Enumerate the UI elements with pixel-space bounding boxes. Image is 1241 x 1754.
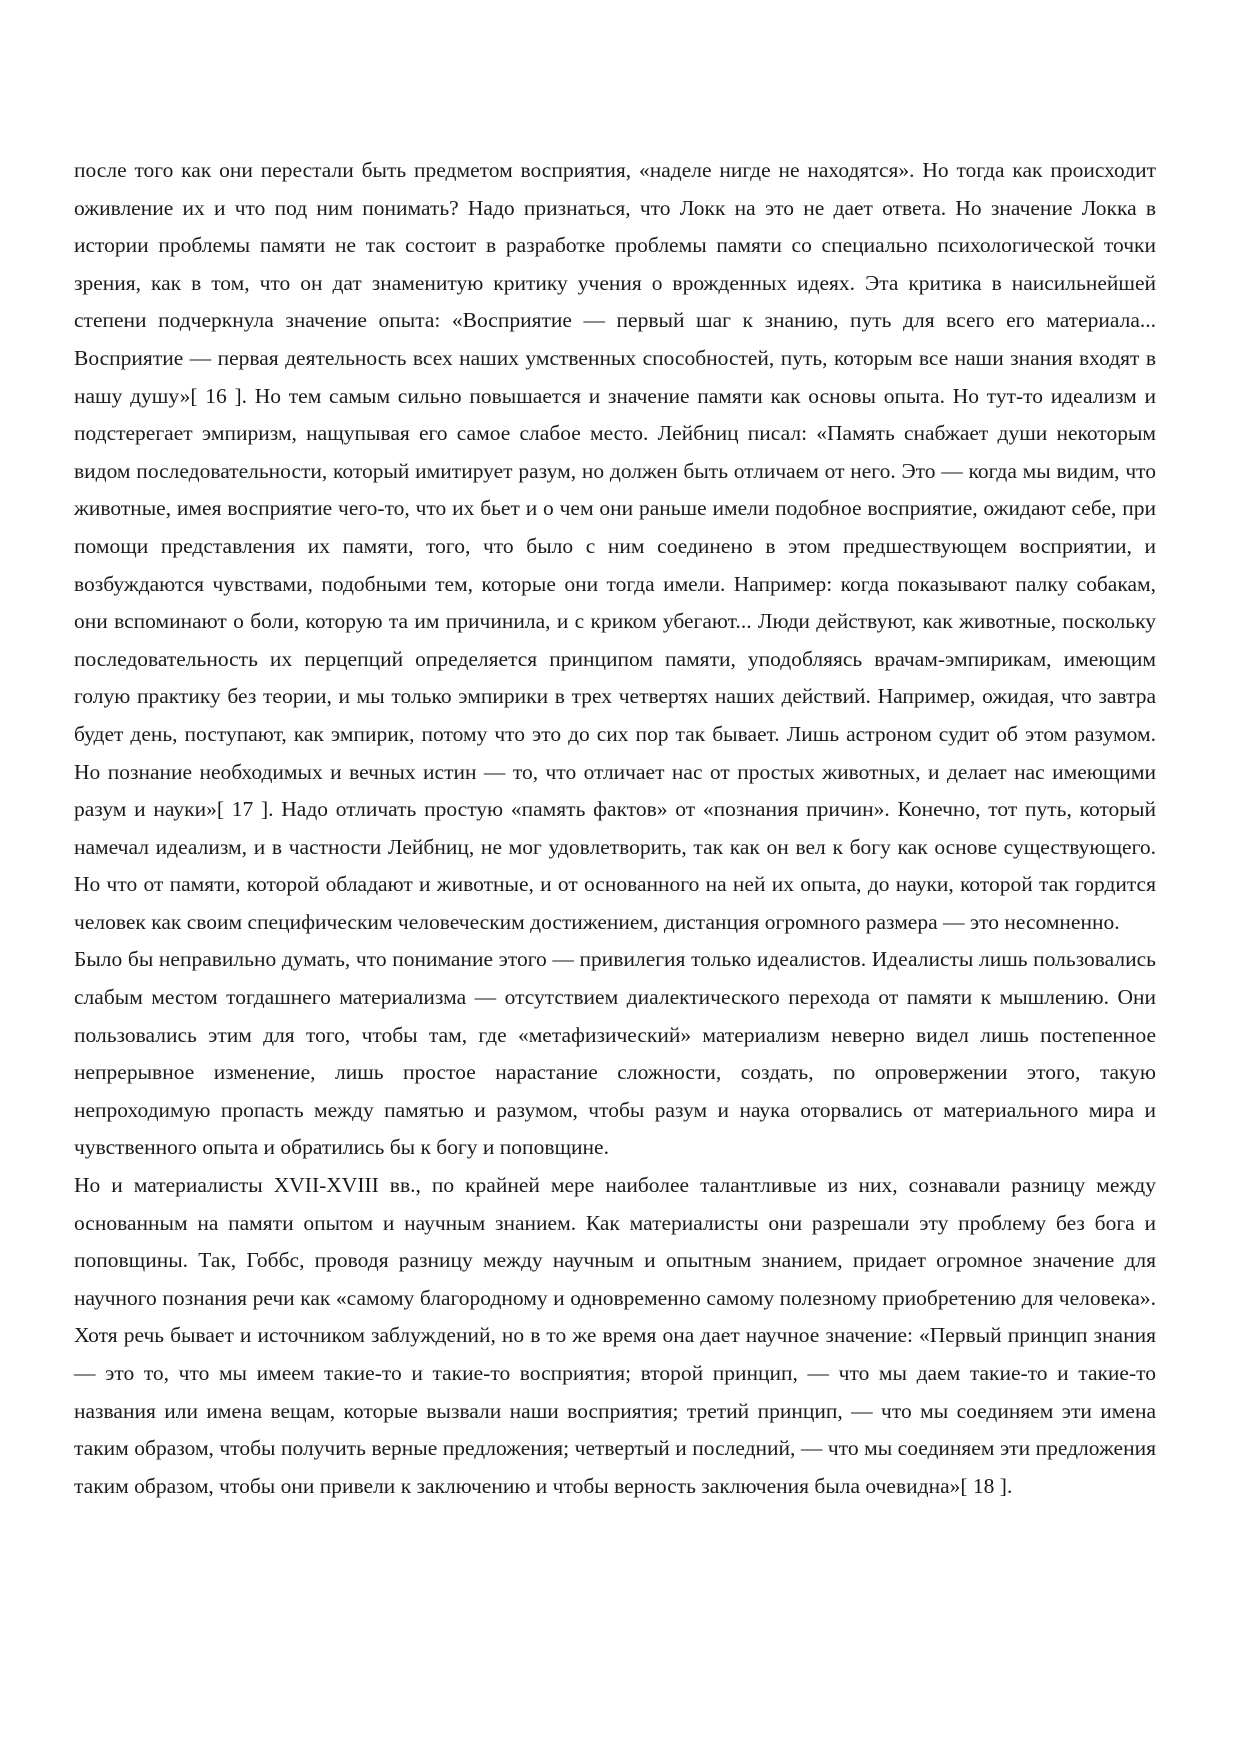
document-page — [74, 152, 1156, 1505]
paragraph-1: после того как они перестали быть предметом восприятия, «наделе нигде не находятся». Но тогда как происходит оживление их и что под ним понимать? Надо признаться, что Локк на это не дает ответа. Но значение Локка в истории проблемы памяти не так состоит в разработке проблемы памяти со специально психологической точки зрения, как в том, что он дат знаменитую критику учения о врожденных идеях. Эта критика в наисильнейшей степени подчеркнула значение опыта: «Восприятие — первый шаг к знанию, путь для всего его материала... Восприятие — первая деятельность всех наших умственных способностей, путь, которым все наши знания входят в нашу душу»[ 16 ]. Но тем самым сильно повышается и значение памяти как основы опыта. Но тут-то идеализм и подстерегает эмпиризм, нащупывая его самое слабое место. Лейбниц писал: «Память снабжает души некоторым видом последовательности, который имитирует разум, но должен быть отличаем от него. Это — когда мы видим, что животные, имея восприятие чего-то, что их бьет и о чем они раньше имели подобное восприятие, ожидают себе, при помощи представления их памяти, того, что было с ним соединено в этом предшествующем восприятии, и возбуждаются чувствами, подобными тем, которые они тогда имели. Например: когда показывают палку собакам, они вспоминают о боли, которую та им причинила, и с криком убегают... Люди действуют, как животные, поскольку последовательность их перцепций определяется принципом памяти, уподобляясь врачам-эмпирикам, имеющим голую практику без теории, и мы только эмпирики в трех четвертях наших действий. Например, ожидая, что завтра будет день, поступают, как эмпирик, потому что это до сих пор так бывает. Лишь астроном судит об этом разумом. Но познание необходимых и вечных истин — то, что отличает нас от простых животных, и делает нас имеющими разум и науки»[ 17 ]. Надо отличать простую «память фактов» от «познания причин». Конечно, тот путь, который намечал идеализм, и в частности Лейбниц, не мог удовлетворить, так как он вел к богу как основе существующего. Но что от памяти, которой обладают и животные, и от основанного на ней их опыта, до науки, которой так гордится человек как своим специфическим человеческим достижением, дистанция огромного размера — это несомненно. — [74, 158, 1156, 934]
paragraph-3: Но и материалисты XVII-XVIII вв., по крайней мере наиболее талантливые из них, сознавали разницу между основанным на памяти опытом и научным знанием. Как материалисты они разрешали эту проблему без бога и поповщины. Так, Гоббс, проводя разницу между научным и опытным знанием, придает огромное значение для научного познания речи как «самому благородному и одновременно самому полезному приобретению для человека». Хотя речь бывает и источником заблуждений, но в то же время она дает научное значение: «Первый принцип знания — это то, что мы имеем такие-то и такие-то восприятия; второй принцип, — что мы даем такие-то и такие-то названия или имена вещам, которые вызвали наши восприятия; третий принцип, — что мы соединяем эти имена таким образом, чтобы получить верные предложения; четвертый и последний, — что мы соединяем эти предложения таким образом, чтобы они привели к заключению и чтобы верность заключения была очевидна»[ 18 ]. — [74, 1173, 1156, 1498]
paragraph-2: Было бы неправильно думать, что понимание этого — привилегия только идеалистов. Идеалисты лишь пользовались слабым местом тогдашнего материализма — отсутствием диалектического перехода от памяти к мышлению. Они пользовались этим для того, чтобы там, где «метафизический» материализм неверно видел лишь постепенное непрерывное изменение, лишь простое нарастание сложности, создать, по опровержении этого, такую непроходимую пропасть между памятью и разумом, чтобы разум и наука оторвались от материального мира и чувственного опыта и обратились бы к богу и поповщине. — [74, 947, 1156, 1160]
